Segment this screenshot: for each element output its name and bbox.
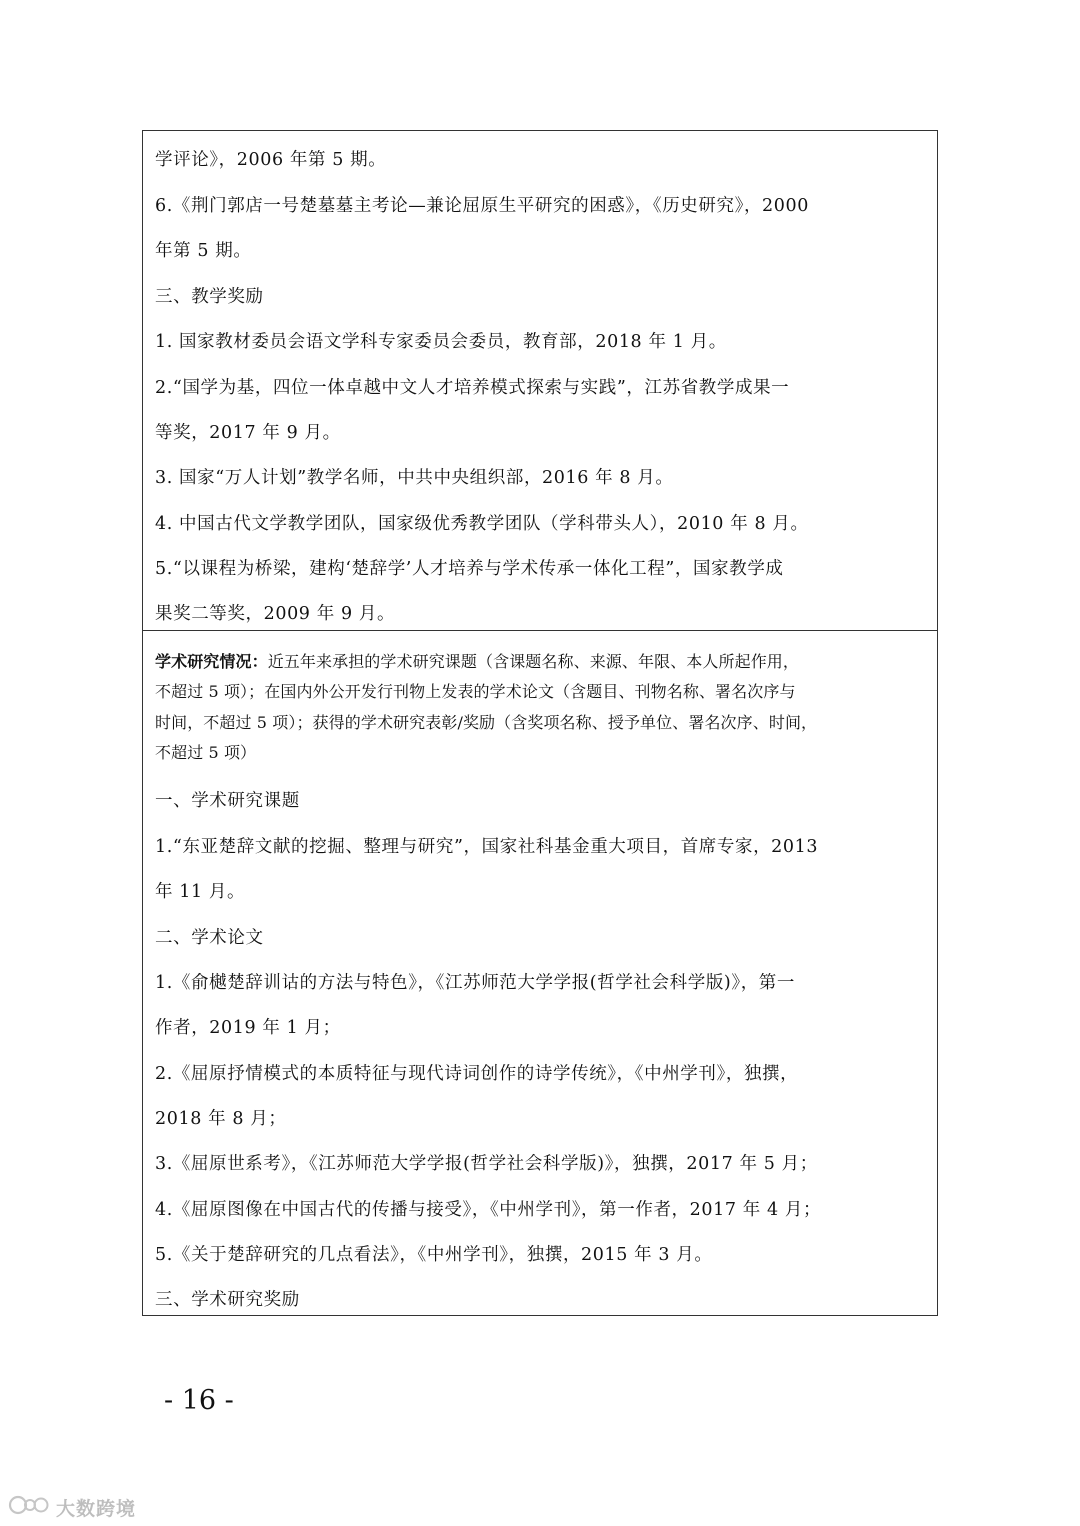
text-line: 4.《屈原图像在中国古代的传播与接受》，《中州学刊》，第一作者，2017 年 4 月； bbox=[155, 1200, 822, 1220]
description-text: 近五年来承担的学术研究课题（含课题名称、来源、年限、本人所起作用， bbox=[267, 652, 800, 671]
text-line: 3.《屈原世系考》，《江苏师范大学学报(哲学社会科学版)》，独撰，2017 年 5 月； bbox=[155, 1154, 818, 1174]
description-text: 不超过 5 项） bbox=[155, 743, 257, 762]
research-section bbox=[143, 631, 937, 1315]
text-line: 2.“国学为基，四位一体卓越中文人才培养模式探索与实践”，江苏省教学成果一 bbox=[155, 378, 790, 398]
watermark-text: 大数跨境 bbox=[56, 1497, 137, 1520]
text-line: 5.《关于楚辞研究的几点看法》，《中州学刊》，独撰，2015 年 3 月。 bbox=[155, 1245, 713, 1265]
section-heading: 三、学术研究奖励 bbox=[155, 1290, 300, 1310]
text-line: 年第 5 期。 bbox=[155, 241, 252, 261]
text-line: 3. 国家“万人计划”教学名师，中共中央组织部，2016 年 8 月。 bbox=[155, 468, 674, 488]
page-number: - 16 - bbox=[164, 1385, 234, 1416]
description-text: 时间，不超过 5 项）；获得的学术研究表彰/奖励（含奖项名称、授予单位、署名次序、时间， bbox=[155, 713, 818, 732]
section-heading: 二、学术论文 bbox=[155, 928, 264, 948]
text-line: 学评论》，2006 年第 5 期。 bbox=[155, 150, 387, 170]
text-line: 1. 国家教材委员会语文学科专家委员会委员，教育部，2018 年 1 月。 bbox=[155, 332, 727, 352]
section-heading: 三、教学奖励 bbox=[155, 287, 264, 307]
teaching-section bbox=[143, 131, 937, 631]
content-table bbox=[142, 130, 938, 1316]
research-heading: 学术研究情况： bbox=[155, 652, 268, 671]
description-text: 不超过 5 项）；在国内外公开发行刊物上发表的学术论文（含题目、刊物名称、署名次序与 bbox=[155, 682, 796, 701]
research-description bbox=[155, 651, 929, 673]
text-line: 1.“东亚楚辞文献的挖掘、整理与研究”，国家社科基金重大项目，首席专家，2013 bbox=[155, 837, 819, 857]
watermark bbox=[8, 1494, 136, 1520]
text-line: 年 11 月。 bbox=[155, 882, 246, 902]
watermark-logo-icon bbox=[8, 1492, 52, 1522]
text-line: 5.“以课程为桥梁，建构‘楚辞学’人才培养与学术传承一体化工程”，国家教学成 bbox=[155, 559, 784, 579]
text-line: 作者，2019 年 1 月； bbox=[155, 1018, 341, 1038]
text-line: 4. 中国古代文学教学团队，国家级优秀教学团队（学科带头人），2010 年 8 月。 bbox=[155, 514, 809, 534]
text-line: 2.《屈原抒情模式的本质特征与现代诗词创作的诗学传统》，《中州学刊》，独撰， bbox=[155, 1064, 799, 1084]
section-heading: 一、学术研究课题 bbox=[155, 791, 300, 811]
text-line: 1.《俞樾楚辞训诂的方法与特色》，《江苏师范大学学报(哲学社会科学版)》，第一 bbox=[155, 973, 795, 993]
text-line: 等奖，2017 年 9 月。 bbox=[155, 423, 341, 443]
text-line: 6.《荆门郭店一号楚墓墓主考论—兼论屈原生平研究的困惑》，《历史研究》，2000 bbox=[155, 196, 809, 216]
text-line: 果奖二等奖，2009 年 9 月。 bbox=[155, 604, 396, 624]
text-line: 2018 年 8 月； bbox=[155, 1109, 287, 1129]
